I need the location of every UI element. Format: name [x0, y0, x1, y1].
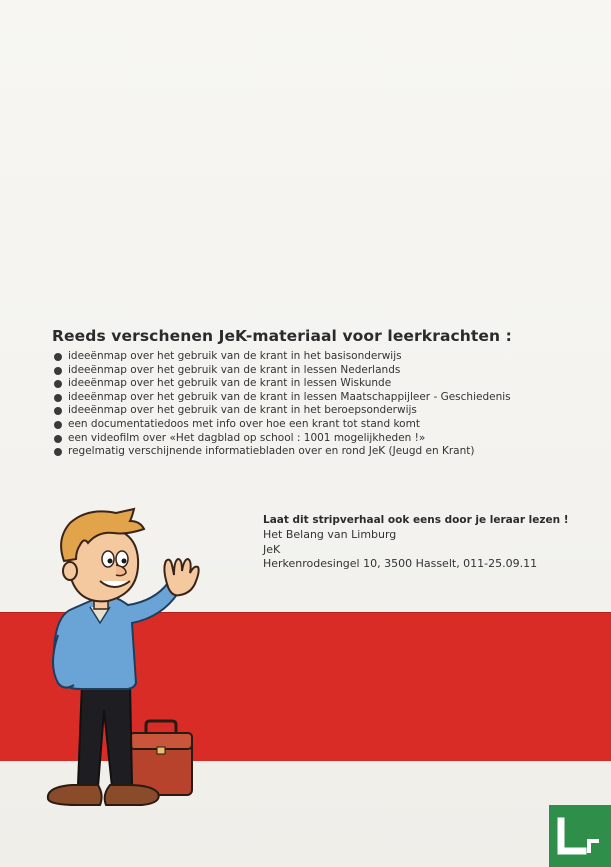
materials-list	[52, 350, 597, 459]
bullet-icon	[54, 407, 62, 415]
bullet-icon	[54, 448, 62, 456]
cartoon-boy-icon	[38, 505, 208, 815]
list-item-text: ideeënmap over het gebruik van de krant in het basisonderwijs	[68, 350, 402, 362]
credits-lead: Laat dit stripverhaal ook eens door je leraar lezen !	[263, 514, 569, 526]
list-item	[52, 445, 597, 459]
credits-address: Herkenrodesingel 10, 3500 Hasselt, 011-25.09.11	[263, 557, 538, 570]
bullet-icon	[54, 380, 62, 388]
list-item-text: ideeënmap over het gebruik van de krant in lessen Maatschappijleer - Geschiedenis	[68, 390, 511, 403]
list-item-text: ideeënmap over het gebruik van de krant in lessen Wiskunde	[68, 377, 392, 390]
list-item	[52, 391, 597, 405]
bullet-icon	[54, 435, 62, 443]
credits-org: Het Belang van Limburg	[263, 528, 397, 541]
list-item	[52, 404, 597, 418]
list-item-text: regelmatig verschijnende informatiebladen over en rond JeK (Jeugd en Krant)	[68, 445, 475, 458]
lastdodo-logo-icon	[549, 805, 611, 867]
list-item	[52, 377, 597, 391]
list-item-text: ideeënmap over het gebruik van de krant in lessen Nederlands	[68, 363, 401, 376]
bullet-icon	[54, 353, 62, 361]
list-item	[52, 418, 597, 432]
briefcase-icon	[130, 721, 192, 795]
credits-short: JeK	[263, 542, 281, 556]
bullet-icon	[54, 394, 62, 402]
list-item-text: een videofilm over «Het dagblad op school : 1001 mogelijkheden !»	[68, 431, 426, 444]
list-item	[52, 364, 597, 378]
list-item-text: een documentatiedoos met info over hoe een krant tot stand komt	[68, 417, 420, 430]
list-item	[52, 432, 597, 446]
materials-heading: Reeds verschenen JeK-materiaal voor leerkrachten :	[52, 327, 512, 345]
list-item-text: ideeënmap over het gebruik van de krant in het beroepsonderwijs	[68, 404, 417, 417]
bullet-icon	[54, 421, 62, 429]
publisher-credits	[263, 513, 583, 572]
list-item	[52, 350, 597, 364]
bullet-icon	[54, 367, 62, 375]
